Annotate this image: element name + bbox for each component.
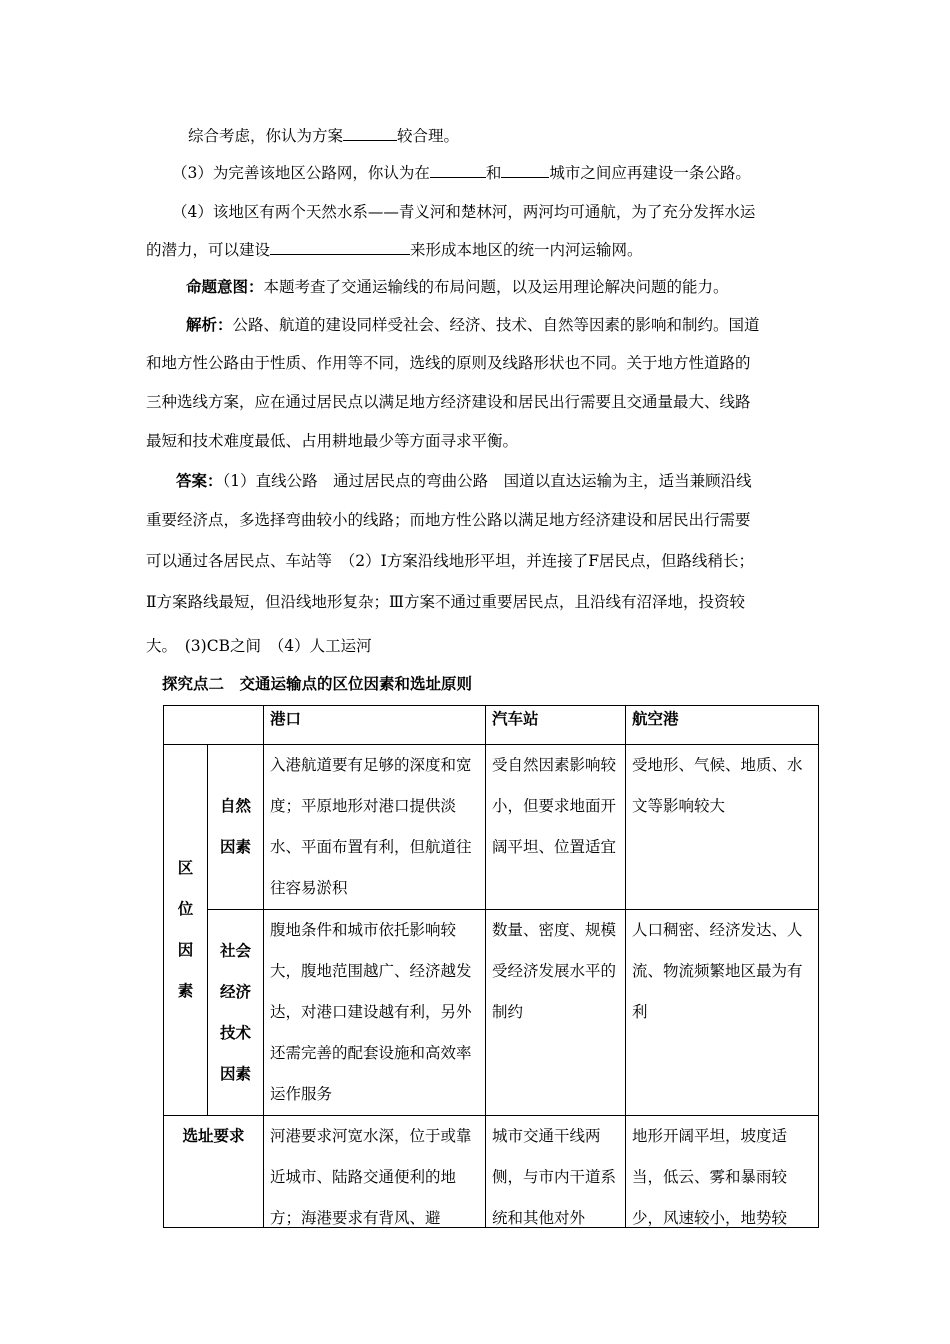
natural-factors-label [208, 745, 264, 910]
table-cell [486, 1116, 626, 1228]
text-line: 最短和技术难度最低、占用耕地最少等方面寻求平衡。 [146, 432, 519, 450]
cell-text: 腹地条件和城市依托影响较大，腹地范围越广、经济越发达，对港口建设越有利，另外还需完善的配套设施和高效率运作服务 [270, 921, 472, 1103]
text-line [146, 240, 643, 260]
text-line: 三种选线方案，应在通过居民点以满足地方经济建设和居民出行需要且交通量最大、线路 [146, 393, 751, 411]
cell-text: 地形开阔平坦，坡度适当，低云、雾和暴雨较少，风速较小，地势较 [632, 1127, 788, 1227]
text-line [172, 163, 751, 183]
label-text: 技术 [219, 1023, 251, 1042]
text-span: 来形成本地区的统一内河运输网。 [410, 241, 643, 259]
table-cell [486, 910, 626, 1116]
table-row [164, 745, 819, 910]
location-factors-label [164, 745, 208, 1116]
label-text: 自然 [219, 797, 251, 815]
label-char: 位 [177, 900, 194, 918]
answer-blank [430, 163, 486, 178]
text-line [188, 126, 459, 146]
text-line: 重要经济点，多选择弯曲较小的线路；而地方性公路以满足地方经济建设和居民出行需要 [146, 511, 751, 529]
section-title: 探究点二 交通运输点的区位因素和选址原则 [162, 675, 473, 693]
label-text: 因素 [219, 838, 251, 856]
table-cell [486, 745, 626, 910]
text-span: 和 [485, 164, 502, 182]
cell-text: 受地形、气候、地质、水文等影响较大 [632, 756, 803, 815]
header-airport: 航空港 [626, 706, 819, 745]
header-port: 港口 [264, 706, 486, 745]
text-line: 和地方性公路由于性质、作用等不同，选线的原则及线路形状也不同。关于地方性道路的 [146, 354, 751, 372]
label-text: 社会 [219, 941, 251, 960]
siting-requirements-label: 选址要求 [164, 1116, 264, 1228]
text-span: 的潜力，可以建设 [146, 241, 271, 259]
cell-text: 城市交通干线两侧，与市内干道系统和其他对外 [492, 1127, 617, 1227]
text-span: 城市之间应再建设一条公路。 [549, 164, 751, 182]
table-header-row [164, 706, 819, 745]
text-span: 公路、航道的建设同样受社会、经济、技术、自然等因素的影响和制约。国道 [232, 316, 760, 334]
text-line: 可以通过各居民点、车站等 （2）Ⅰ方案沿线地形平坦，并连接了F居民点，但路线稍长； [146, 552, 754, 570]
header-bus-station: 汽车站 [486, 706, 626, 745]
table-cell [264, 745, 486, 910]
cell-text: 入港航道要有足够的深度和宽度；平原地形对港口提供淡水、平面布置有利，但航道往往容易淤积 [270, 756, 472, 897]
text-line: （4）该地区有两个天然水系——青义河和楚林河，两河均可通航，为了充分发挥水运 [172, 203, 756, 221]
answer-blank [343, 126, 397, 141]
text-span: 较合理。 [397, 127, 460, 145]
answer-blank [270, 240, 410, 255]
label-text: 因素 [219, 1064, 251, 1083]
text-line [186, 277, 729, 297]
table-cell [264, 1116, 486, 1228]
label-text: 经济 [219, 982, 251, 1001]
answer-blank [501, 163, 549, 178]
cell-text: 人口稠密、经济发达、人流、物流频繁地区最为有利 [632, 921, 803, 1021]
label-char: 区 [177, 859, 194, 877]
table-row [164, 1116, 819, 1228]
text-span: 综合考虑，你认为方案 [188, 127, 344, 145]
text-span: 本题考查了交通运输线的布局问题，以及运用理论解决问题的能力。 [263, 278, 729, 296]
socioeconomic-factors-label [208, 910, 264, 1116]
table-cell [264, 910, 486, 1116]
cell-text: 河港要求河宽水深，位于或靠近城市、陆路交通便利的地方；海港要求有背风、避 [270, 1127, 472, 1227]
label-analysis: 解析： [186, 316, 233, 334]
text-line: 大。 (3)CB之间 （4）人工运河 [146, 637, 372, 655]
table-cell [626, 1116, 819, 1228]
text-line [186, 315, 760, 335]
label-answer: 答案： [176, 472, 223, 490]
text-span: （1）直线公路 通过居民点的弯曲公路 国道以直达运输为主，适当兼顾沿线 [222, 472, 752, 490]
location-factors-table [163, 705, 819, 1228]
label-char: 因 [177, 941, 194, 959]
cell-text: 数量、密度、规模受经济发展水平的制约 [492, 921, 617, 1021]
text-span: （3）为完善该地区公路网，你认为在 [172, 164, 430, 182]
label-char: 素 [177, 982, 194, 1000]
cell-text: 受自然因素影响较小，但要求地面开阔平坦、位置适宜 [492, 756, 617, 856]
table-corner-cell [164, 706, 264, 745]
table-cell [626, 745, 819, 910]
text-line [176, 471, 752, 491]
label-intent: 命题意图： [186, 278, 264, 296]
table-cell [626, 910, 819, 1116]
text-line: Ⅱ方案路线最短，但沿线地形复杂；Ⅲ方案不通过重要居民点，且沿线有沼泽地，投资较 [146, 593, 745, 611]
table-row [164, 910, 819, 1116]
